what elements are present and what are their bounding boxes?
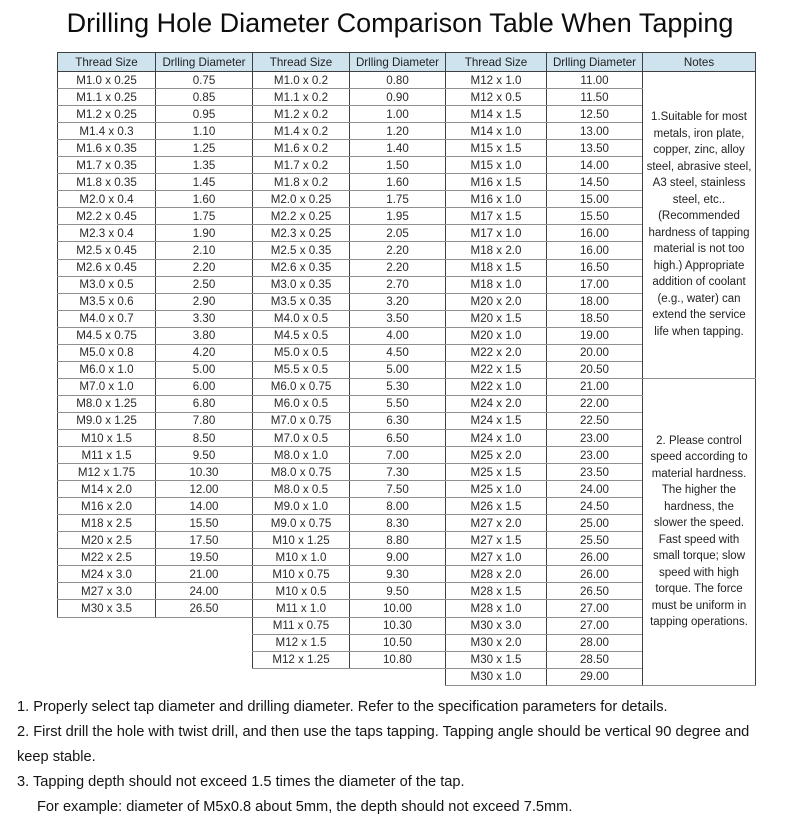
thread-size-cell: M10 x 0.75 (253, 566, 350, 583)
thread-size-cell: M2.6 x 0.35 (253, 259, 350, 276)
drill-diameter-cell: 18.50 (547, 310, 643, 327)
thread-size-cell: M18 x 1.5 (446, 259, 547, 276)
column-header: Drlling Diameter (350, 53, 446, 72)
thread-size-cell: M24 x 3.0 (58, 566, 156, 583)
thread-size-cell: M30 x 1.0 (446, 668, 547, 685)
empty-cell (58, 634, 156, 651)
thread-size-cell: M3.5 x 0.35 (253, 293, 350, 310)
drill-diameter-cell: 23.50 (547, 464, 643, 481)
drill-diameter-cell: 16.50 (547, 259, 643, 276)
thread-size-cell: M4.0 x 0.5 (253, 310, 350, 327)
thread-size-cell: M1.6 x 0.35 (58, 140, 156, 157)
thread-size-cell: M1.0 x 0.25 (58, 72, 156, 89)
thread-size-cell: M16 x 1.5 (446, 174, 547, 191)
thread-size-cell: M7.0 x 0.5 (253, 429, 350, 446)
drill-diameter-cell: 1.25 (156, 140, 253, 157)
footer-note-2: 2. First drill the hole with twist drill, and then use the taps tapping. Tapping angle should be vertical 90 degree and keep stable. (17, 723, 750, 765)
thread-size-cell: M24 x 1.5 (446, 412, 547, 429)
thread-size-cell: M9.0 x 1.25 (58, 412, 156, 429)
drill-diameter-cell: 11.00 (547, 72, 643, 89)
thread-size-cell: M1.2 x 0.25 (58, 106, 156, 123)
drill-diameter-cell: 26.50 (156, 600, 253, 617)
thread-size-cell: M2.2 x 0.45 (58, 208, 156, 225)
drill-diameter-cell: 1.95 (350, 208, 446, 225)
drill-diameter-cell: 1.20 (350, 123, 446, 140)
thread-size-cell: M17 x 1.5 (446, 208, 547, 225)
thread-size-cell: M18 x 2.5 (58, 515, 156, 532)
drill-diameter-cell: 6.80 (156, 395, 253, 412)
thread-size-cell: M1.2 x 0.2 (253, 106, 350, 123)
thread-size-cell: M1.7 x 0.2 (253, 157, 350, 174)
drill-diameter-cell: 16.00 (547, 225, 643, 242)
thread-size-cell: M27 x 1.0 (446, 549, 547, 566)
drill-diameter-cell: 8.30 (350, 515, 446, 532)
comparison-table (57, 52, 756, 686)
thread-size-cell: M1.0 x 0.2 (253, 72, 350, 89)
footer-notes (17, 695, 782, 820)
thread-size-cell: M5.0 x 0.5 (253, 344, 350, 361)
thread-size-cell: M22 x 2.5 (58, 549, 156, 566)
drill-diameter-cell: 25.00 (547, 515, 643, 532)
thread-size-cell: M6.0 x 0.5 (253, 395, 350, 412)
drill-diameter-cell: 15.00 (547, 191, 643, 208)
thread-size-cell: M4.5 x 0.5 (253, 327, 350, 344)
thread-size-cell: M2.2 x 0.25 (253, 208, 350, 225)
drill-diameter-cell: 21.00 (156, 566, 253, 583)
thread-size-cell: M18 x 2.0 (446, 242, 547, 259)
drill-diameter-cell: 1.90 (156, 225, 253, 242)
thread-size-cell: M10 x 1.0 (253, 549, 350, 566)
drill-diameter-cell: 17.00 (547, 276, 643, 293)
thread-size-cell: M28 x 2.0 (446, 566, 547, 583)
thread-size-cell: M1.4 x 0.2 (253, 123, 350, 140)
drill-diameter-cell: 10.30 (350, 617, 446, 634)
empty-cell (350, 668, 446, 685)
drill-diameter-cell: 0.90 (350, 89, 446, 106)
empty-cell (58, 668, 156, 685)
drill-diameter-cell: 4.50 (350, 344, 446, 361)
thread-size-cell: M25 x 1.0 (446, 481, 547, 498)
drill-diameter-cell: 10.00 (350, 600, 446, 617)
drill-diameter-cell: 5.00 (156, 361, 253, 378)
drill-diameter-cell: 29.00 (547, 668, 643, 685)
drill-diameter-cell: 18.00 (547, 293, 643, 310)
drill-diameter-cell: 1.60 (156, 191, 253, 208)
table-body (58, 72, 756, 686)
empty-cell (58, 651, 156, 668)
thread-size-cell: M30 x 1.5 (446, 651, 547, 668)
drill-diameter-cell: 7.80 (156, 412, 253, 429)
thread-size-cell: M28 x 1.0 (446, 600, 547, 617)
drill-diameter-cell: 1.35 (156, 157, 253, 174)
thread-size-cell: M6.0 x 1.0 (58, 361, 156, 378)
drill-diameter-cell: 8.80 (350, 532, 446, 549)
drill-diameter-cell: 9.00 (350, 549, 446, 566)
drill-diameter-cell: 26.00 (547, 566, 643, 583)
drill-diameter-cell: 6.30 (350, 412, 446, 429)
drill-diameter-cell: 3.50 (350, 310, 446, 327)
thread-size-cell: M12 x 1.75 (58, 464, 156, 481)
thread-size-cell: M27 x 2.0 (446, 515, 547, 532)
column-header: Drlling Diameter (156, 53, 253, 72)
drill-diameter-cell: 10.80 (350, 651, 446, 668)
drill-diameter-cell: 7.50 (350, 481, 446, 498)
drill-diameter-cell: 1.75 (156, 208, 253, 225)
thread-size-cell: M2.6 x 0.45 (58, 259, 156, 276)
drill-diameter-cell: 1.10 (156, 123, 253, 140)
thread-size-cell: M30 x 3.5 (58, 600, 156, 617)
thread-size-cell: M25 x 1.5 (446, 464, 547, 481)
thread-size-cell: M25 x 2.0 (446, 447, 547, 464)
drill-diameter-cell: 26.00 (547, 549, 643, 566)
drill-diameter-cell: 2.90 (156, 293, 253, 310)
drill-diameter-cell: 20.00 (547, 344, 643, 361)
thread-size-cell: M28 x 1.5 (446, 583, 547, 600)
empty-cell (156, 668, 253, 685)
drill-diameter-cell: 9.50 (156, 447, 253, 464)
thread-size-cell: M2.5 x 0.35 (253, 242, 350, 259)
drill-diameter-cell: 7.00 (350, 447, 446, 464)
thread-size-cell: M12 x 1.25 (253, 651, 350, 668)
column-header: Drlling Diameter (547, 53, 643, 72)
thread-size-cell: M1.4 x 0.3 (58, 123, 156, 140)
thread-size-cell: M7.0 x 0.75 (253, 412, 350, 429)
drill-diameter-cell: 22.50 (547, 412, 643, 429)
empty-cell (156, 634, 253, 651)
thread-size-cell: M12 x 1.0 (446, 72, 547, 89)
drill-diameter-cell: 14.50 (547, 174, 643, 191)
drill-diameter-cell: 7.30 (350, 464, 446, 481)
thread-size-cell: M8.0 x 1.25 (58, 395, 156, 412)
thread-size-cell: M14 x 2.0 (58, 481, 156, 498)
drill-diameter-cell: 2.05 (350, 225, 446, 242)
drill-diameter-cell: 1.50 (350, 157, 446, 174)
thread-size-cell: M1.7 x 0.35 (58, 157, 156, 174)
drill-diameter-cell: 2.50 (156, 276, 253, 293)
footer-note-1: 1. Properly select tap diameter and drilling diameter. Refer to the specification parameters for details. (17, 698, 668, 715)
drill-diameter-cell: 5.50 (350, 395, 446, 412)
thread-size-cell: M27 x 3.0 (58, 583, 156, 600)
drill-diameter-cell: 6.00 (156, 378, 253, 395)
thread-size-cell: M9.0 x 0.75 (253, 515, 350, 532)
thread-size-cell: M24 x 2.0 (446, 395, 547, 412)
thread-size-cell: M14 x 1.5 (446, 106, 547, 123)
column-header: Notes (643, 53, 756, 72)
drill-diameter-cell: 28.50 (547, 651, 643, 668)
drill-diameter-cell: 25.50 (547, 532, 643, 549)
drill-diameter-cell: 11.50 (547, 89, 643, 106)
drill-diameter-cell: 24.50 (547, 498, 643, 515)
thread-size-cell: M5.0 x 0.8 (58, 344, 156, 361)
thread-size-cell: M3.0 x 0.5 (58, 276, 156, 293)
drill-diameter-cell: 1.45 (156, 174, 253, 191)
thread-size-cell: M11 x 1.5 (58, 447, 156, 464)
thread-size-cell: M2.5 x 0.45 (58, 242, 156, 259)
empty-cell (253, 668, 350, 685)
thread-size-cell: M10 x 1.25 (253, 532, 350, 549)
thread-size-cell: M20 x 2.0 (446, 293, 547, 310)
thread-size-cell: M20 x 1.5 (446, 310, 547, 327)
thread-size-cell: M16 x 2.0 (58, 498, 156, 515)
drill-diameter-cell: 0.95 (156, 106, 253, 123)
thread-size-cell: M6.0 x 0.75 (253, 378, 350, 395)
drill-diameter-cell: 21.00 (547, 378, 643, 395)
thread-size-cell: M5.5 x 0.5 (253, 361, 350, 378)
thread-size-cell: M16 x 1.0 (446, 191, 547, 208)
empty-cell (156, 651, 253, 668)
drill-diameter-cell: 12.00 (156, 481, 253, 498)
thread-size-cell: M20 x 2.5 (58, 532, 156, 549)
drill-diameter-cell: 4.20 (156, 344, 253, 361)
thread-size-cell: M2.0 x 0.25 (253, 191, 350, 208)
drill-diameter-cell: 3.20 (350, 293, 446, 310)
thread-size-cell: M22 x 1.5 (446, 361, 547, 378)
drill-diameter-cell: 23.00 (547, 429, 643, 446)
drill-diameter-cell: 15.50 (156, 515, 253, 532)
thread-size-cell: M1.1 x 0.2 (253, 89, 350, 106)
drill-diameter-cell: 0.85 (156, 89, 253, 106)
table-row (58, 378, 756, 395)
thread-size-cell: M9.0 x 1.0 (253, 498, 350, 515)
thread-size-cell: M1.8 x 0.35 (58, 174, 156, 191)
drill-diameter-cell: 8.00 (350, 498, 446, 515)
drill-diameter-cell: 12.50 (547, 106, 643, 123)
thread-size-cell: M11 x 1.0 (253, 600, 350, 617)
notes-cell-2: 2. Please control speed according to material hardness. The higher the hardness, the slower the speed. Fast speed with small torque; slow speed with high torque. The force must be uniform in tapping operations. (643, 378, 756, 685)
drill-diameter-cell: 2.20 (350, 242, 446, 259)
thread-size-cell: M2.3 x 0.4 (58, 225, 156, 242)
drill-diameter-cell: 1.60 (350, 174, 446, 191)
drill-diameter-cell: 27.00 (547, 600, 643, 617)
drill-diameter-cell: 15.50 (547, 208, 643, 225)
drill-diameter-cell: 4.00 (350, 327, 446, 344)
drill-diameter-cell: 1.40 (350, 140, 446, 157)
thread-size-cell: M1.6 x 0.2 (253, 140, 350, 157)
drill-diameter-cell: 2.20 (350, 259, 446, 276)
table-header-row (58, 53, 756, 72)
footer-note-3: 3. Tapping depth should not exceed 1.5 times the diameter of the tap. (17, 773, 465, 790)
drill-diameter-cell: 14.00 (547, 157, 643, 174)
drill-diameter-cell: 14.00 (156, 498, 253, 515)
thread-size-cell: M7.0 x 1.0 (58, 378, 156, 395)
drill-diameter-cell: 17.50 (156, 532, 253, 549)
drill-diameter-cell: 10.50 (350, 634, 446, 651)
thread-size-cell: M10 x 1.5 (58, 429, 156, 446)
drill-diameter-cell: 5.00 (350, 361, 446, 378)
drill-diameter-cell: 0.75 (156, 72, 253, 89)
thread-size-cell: M30 x 3.0 (446, 617, 547, 634)
drill-diameter-cell: 13.00 (547, 123, 643, 140)
drill-diameter-cell: 27.00 (547, 617, 643, 634)
empty-cell (156, 617, 253, 634)
thread-size-cell: M12 x 0.5 (446, 89, 547, 106)
thread-size-cell: M11 x 0.75 (253, 617, 350, 634)
drill-diameter-cell: 13.50 (547, 140, 643, 157)
thread-size-cell: M14 x 1.0 (446, 123, 547, 140)
column-header: Thread Size (253, 53, 350, 72)
drill-diameter-cell: 3.80 (156, 327, 253, 344)
drill-diameter-cell: 20.50 (547, 361, 643, 378)
thread-size-cell: M4.0 x 0.7 (58, 310, 156, 327)
thread-size-cell: M10 x 0.5 (253, 583, 350, 600)
drill-diameter-cell: 28.00 (547, 634, 643, 651)
drill-diameter-cell: 8.50 (156, 429, 253, 446)
thread-size-cell: M8.0 x 0.75 (253, 464, 350, 481)
drill-diameter-cell: 10.30 (156, 464, 253, 481)
thread-size-cell: M8.0 x 1.0 (253, 447, 350, 464)
empty-cell (58, 617, 156, 634)
thread-size-cell: M2.3 x 0.25 (253, 225, 350, 242)
thread-size-cell: M17 x 1.0 (446, 225, 547, 242)
thread-size-cell: M26 x 1.5 (446, 498, 547, 515)
thread-size-cell: M15 x 1.5 (446, 140, 547, 157)
drill-diameter-cell: 24.00 (547, 481, 643, 498)
drill-diameter-cell: 1.00 (350, 106, 446, 123)
column-header: Thread Size (446, 53, 547, 72)
drill-diameter-cell: 16.00 (547, 242, 643, 259)
drill-diameter-cell: 1.75 (350, 191, 446, 208)
drill-diameter-cell: 22.00 (547, 395, 643, 412)
thread-size-cell: M20 x 1.0 (446, 327, 547, 344)
thread-size-cell: M2.0 x 0.4 (58, 191, 156, 208)
thread-size-cell: M15 x 1.0 (446, 157, 547, 174)
drill-diameter-cell: 3.30 (156, 310, 253, 327)
drill-diameter-cell: 23.00 (547, 447, 643, 464)
thread-size-cell: M27 x 1.5 (446, 532, 547, 549)
drill-diameter-cell: 6.50 (350, 429, 446, 446)
drill-diameter-cell: 2.10 (156, 242, 253, 259)
drill-diameter-cell: 24.00 (156, 583, 253, 600)
column-header: Thread Size (58, 53, 156, 72)
thread-size-cell: M22 x 2.0 (446, 344, 547, 361)
thread-size-cell: M3.5 x 0.6 (58, 293, 156, 310)
drill-diameter-cell: 9.50 (350, 583, 446, 600)
table-row (58, 72, 756, 89)
drill-diameter-cell: 2.20 (156, 259, 253, 276)
drill-diameter-cell: 0.80 (350, 72, 446, 89)
thread-size-cell: M4.5 x 0.75 (58, 327, 156, 344)
drill-diameter-cell: 26.50 (547, 583, 643, 600)
drill-diameter-cell: 5.30 (350, 378, 446, 395)
drill-diameter-cell: 9.30 (350, 566, 446, 583)
thread-size-cell: M24 x 1.0 (446, 429, 547, 446)
thread-size-cell: M12 x 1.5 (253, 634, 350, 651)
notes-cell-1: 1.Suitable for most metals, iron plate, copper, zinc, alloy steel, abrasive steel, A3 steel, stainless steel, etc..(Recommended hardness of tapping material is not too high.) Appropriate addition of coolant (e.g., water) can extend the service life when tapping. (643, 72, 756, 379)
thread-size-cell: M1.8 x 0.2 (253, 174, 350, 191)
drill-diameter-cell: 19.00 (547, 327, 643, 344)
thread-size-cell: M3.0 x 0.35 (253, 276, 350, 293)
page-title: Drilling Hole Diameter Comparison Table When Tapping (66, 8, 734, 38)
thread-size-cell: M30 x 2.0 (446, 634, 547, 651)
thread-size-cell: M18 x 1.0 (446, 276, 547, 293)
drill-diameter-cell: 19.50 (156, 549, 253, 566)
drill-diameter-cell: 2.70 (350, 276, 446, 293)
footer-note-example: For example: diameter of M5x0.8 about 5mm, the depth should not exceed 7.5mm. (37, 798, 573, 815)
thread-size-cell: M22 x 1.0 (446, 378, 547, 395)
thread-size-cell: M1.1 x 0.25 (58, 89, 156, 106)
thread-size-cell: M8.0 x 0.5 (253, 481, 350, 498)
